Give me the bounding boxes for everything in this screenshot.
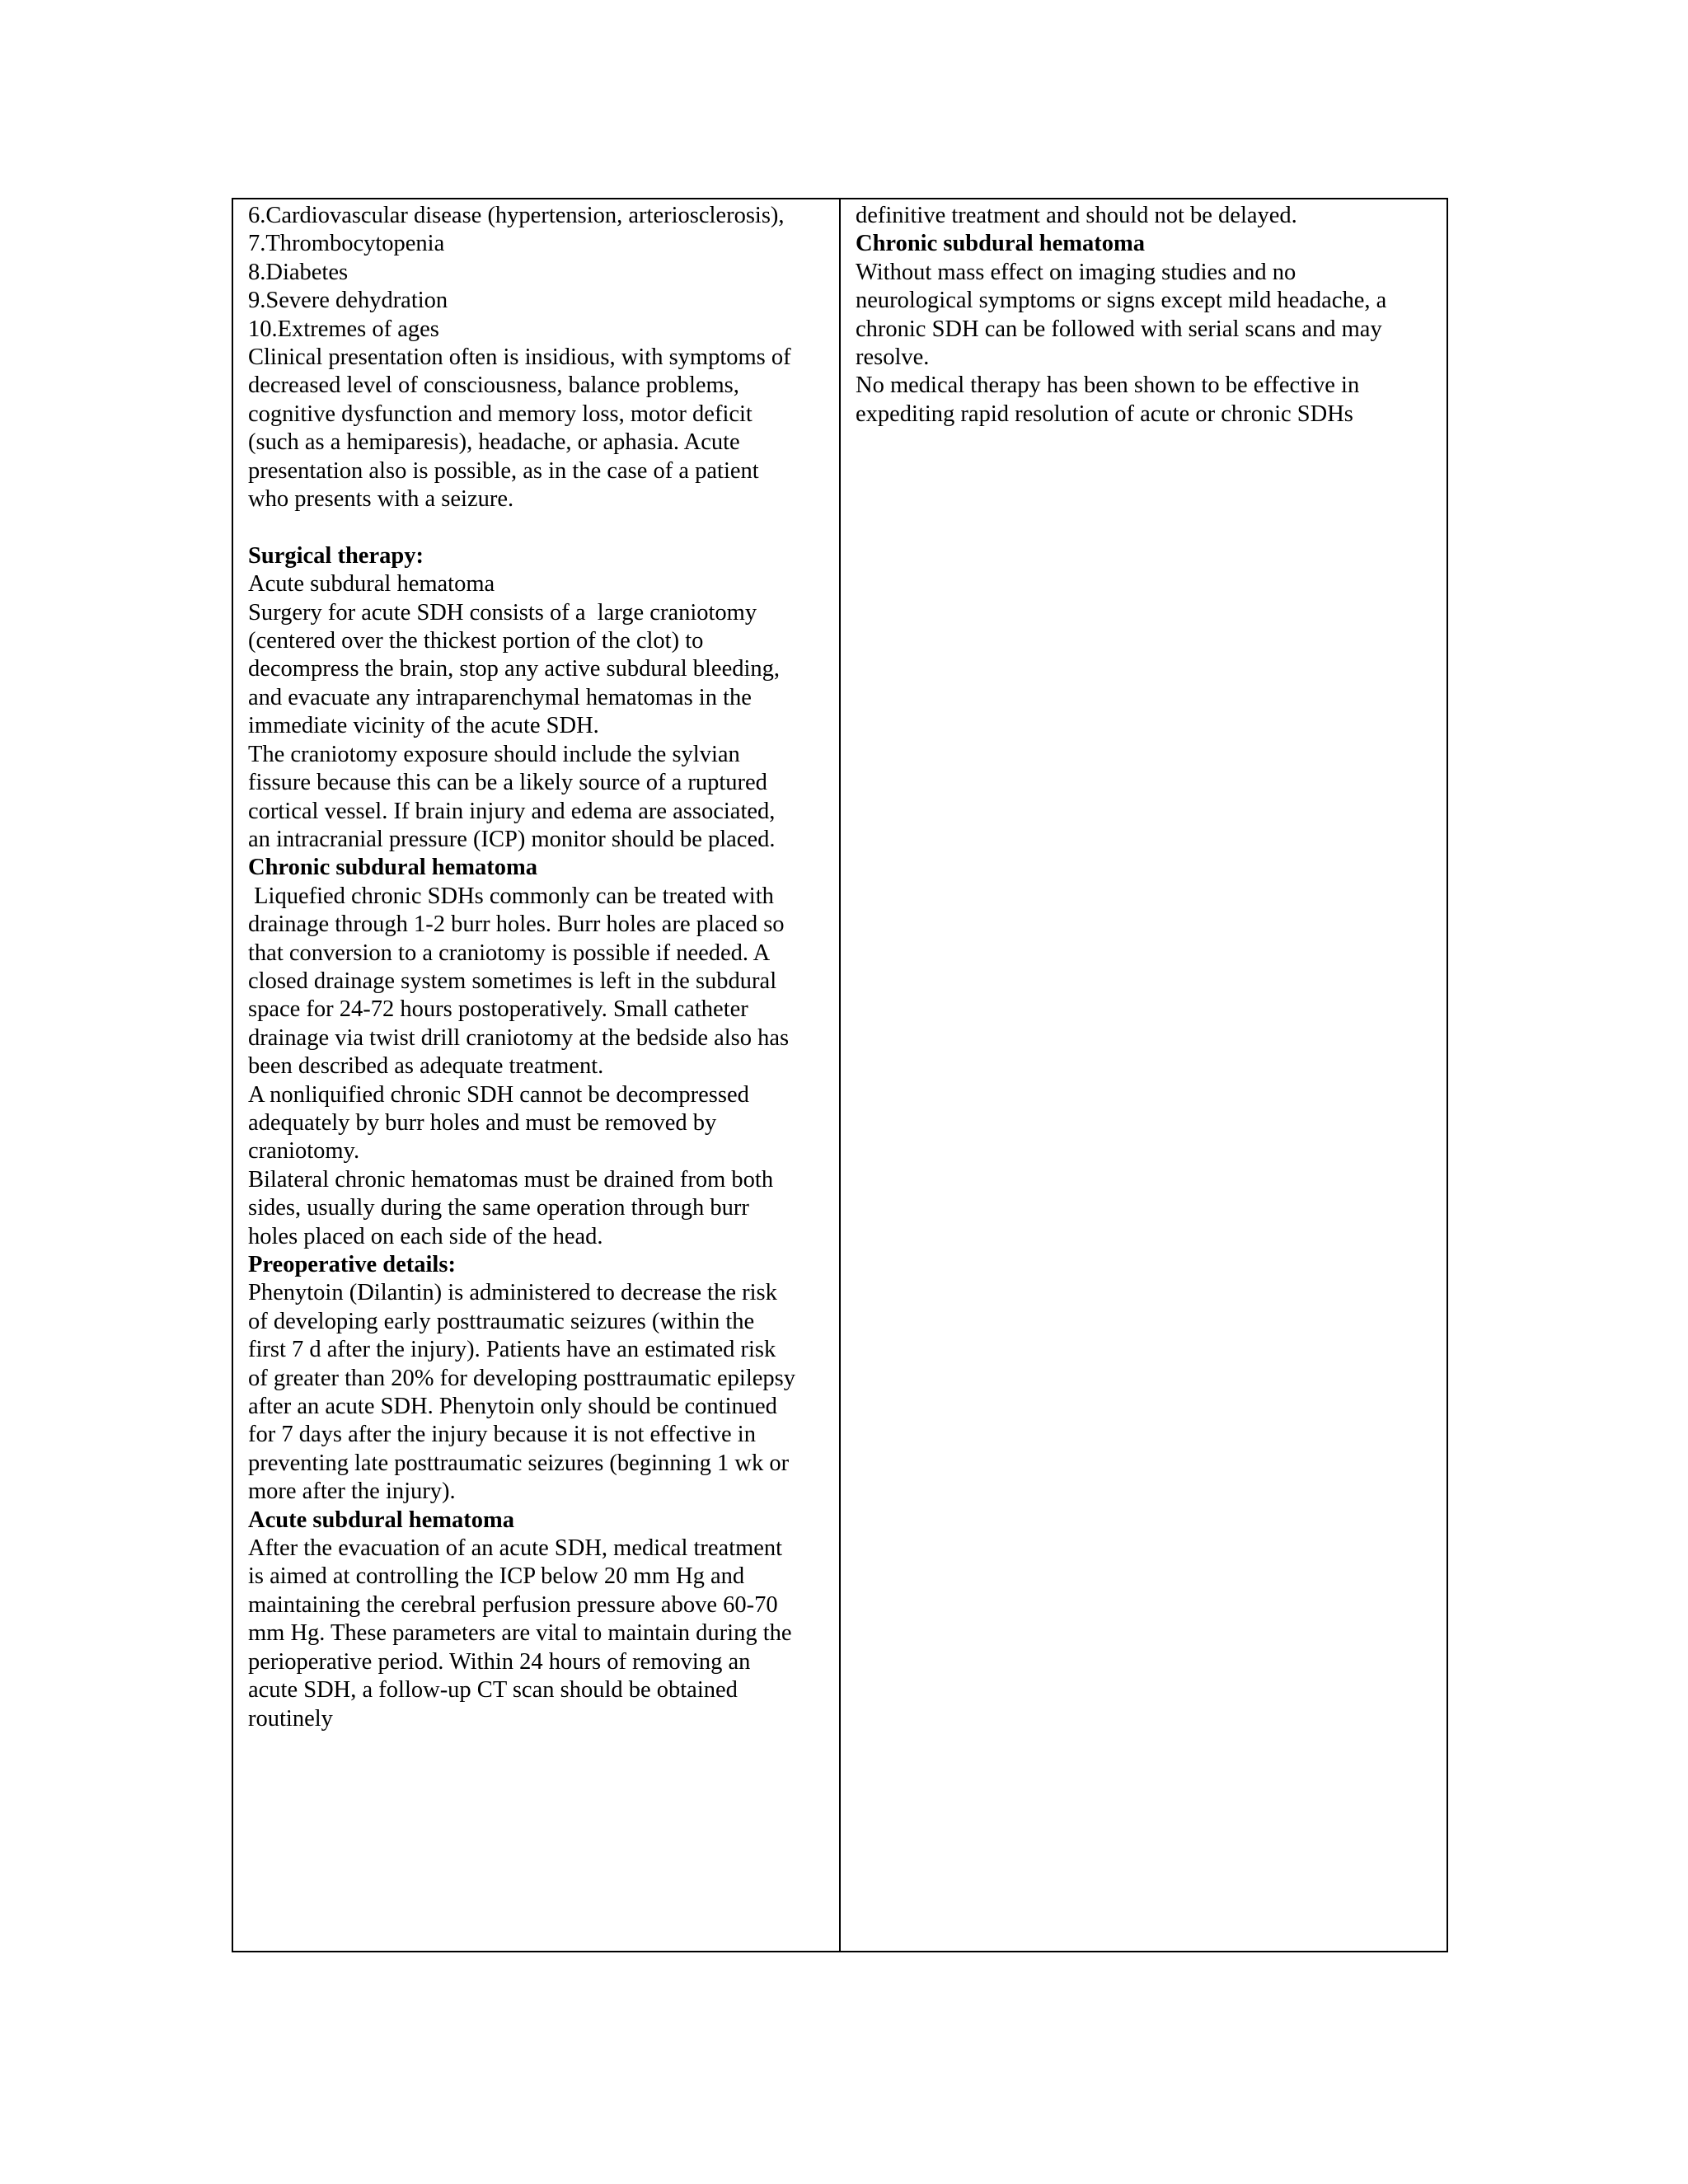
chronic-subdural-heading: Chronic subdural hematoma <box>248 855 538 881</box>
text-line: immediate vicinity of the acute SDH. <box>248 713 599 739</box>
list-item: 8.Diabetes <box>248 259 349 285</box>
text-line: of developing early posttraumatic seizures (within the <box>248 1308 755 1334</box>
acute-subdural-subheading: Acute subdural hematoma <box>248 571 495 598</box>
text-line: fissure because this can be a likely source of a ruptured <box>248 770 767 796</box>
text-line: an intracranial pressure (ICP) monitor should be placed. <box>248 826 776 852</box>
surgical-therapy-heading: Surgical therapy: <box>248 542 424 569</box>
text-line: Without mass effect on imaging studies and no <box>856 259 1296 285</box>
text-line: been described as adequate treatment. <box>248 1053 604 1080</box>
text-line: perioperative period. Within 24 hours of removing an <box>248 1648 751 1675</box>
text-line: adequately by burr holes and must be removed by <box>248 1109 717 1136</box>
acute-subdural-heading: Acute subdural hematoma <box>248 1507 515 1533</box>
document-table <box>232 198 1448 1952</box>
text-line: Phenytoin (Dilantin) is administered to decrease the risk <box>248 1280 777 1306</box>
text-line: decompress the brain, stop any active subdural bleeding, <box>248 656 781 682</box>
text-line: cognitive dysfunction and memory loss, motor deficit <box>248 401 753 427</box>
text-line: for 7 days after the injury because it is not effective in <box>248 1422 756 1448</box>
text-line: space for 24-72 hours postoperatively. Small catheter <box>248 996 748 1023</box>
text-line: drainage via twist drill craniotomy at the bedside also has <box>248 1024 790 1051</box>
text-line: cortical vessel. If brain injury and edema are associated, <box>248 798 776 824</box>
text-line: after an acute SDH. Phenytoin only should be continued <box>248 1394 777 1420</box>
chronic-observation-paragraph <box>856 259 1433 429</box>
text-line: preventing late posttraumatic seizures (beginning 1 wk or <box>248 1450 790 1476</box>
text-line: After the evacuation of an acute SDH, medical treatment <box>248 1535 783 1562</box>
list-item: 9.Severe dehydration <box>248 288 448 314</box>
text-line: (such as a hemiparesis), headache, or aphasia. Acute <box>248 429 740 456</box>
text-line: Liquefied chronic SDHs commonly can be treated with <box>248 883 774 909</box>
preoperative-paragraph <box>248 1279 826 1506</box>
text-line: The craniotomy exposure should include the sylvian <box>248 741 740 767</box>
text-line: maintaining the cerebral perfusion pressure above 60-70 <box>248 1591 778 1618</box>
acute-medical-paragraph <box>248 1535 826 1733</box>
text-line: decreased level of consciousness, balance problems, <box>248 373 739 399</box>
list-item: 6.Cardiovascular disease (hypertension, arteriosclerosis), <box>248 203 785 228</box>
text-line: Surgery for acute SDH consists of a large craniotomy <box>248 599 757 626</box>
text-line: acute SDH, a follow-up CT scan should be obtained <box>248 1677 738 1704</box>
text-line: neurological symptoms or signs except mild headache, a <box>856 288 1387 314</box>
preoperative-details-heading: Preoperative details: <box>248 1252 456 1278</box>
paragraph-spacer <box>248 513 826 541</box>
text-line: craniotomy. <box>248 1138 360 1165</box>
list-item: 10.Extremes of ages <box>248 316 439 342</box>
list-item: 7.Thrombocytopenia <box>248 231 445 257</box>
chronic-subdural-heading: Chronic subdural hematoma <box>856 231 1146 257</box>
text-line: routinely <box>248 1705 333 1732</box>
text-line: that conversion to a craniotomy is possible if needed. A <box>248 940 771 966</box>
text-line: holes placed on each side of the head. <box>248 1223 603 1249</box>
right-column <box>841 199 1447 1951</box>
text-line: chronic SDH can be followed with serial scans and may <box>856 316 1382 342</box>
acute-surgery-paragraph <box>248 599 826 855</box>
text-line: closed drainage system sometimes is left in the subdural <box>248 968 777 994</box>
text-line: mm Hg. These parameters are vital to maintain during the <box>248 1620 792 1647</box>
text-line: drainage through 1-2 burr holes. Burr holes are placed so <box>248 912 785 938</box>
text-line: more after the injury). <box>248 1479 456 1505</box>
text-line: and evacuate any intraparenchymal hematomas in the <box>248 684 752 710</box>
text-line: presentation also is possible, as in the case of a patient <box>248 457 759 484</box>
risk-factor-list <box>248 202 826 344</box>
chronic-surgery-paragraph <box>248 883 826 1251</box>
text-line: Clinical presentation often is insidious, with symptoms of <box>248 344 791 371</box>
text-line: (centered over the thickest portion of the clot) to <box>248 628 704 654</box>
text-line: definitive treatment and should not be delayed. <box>856 203 1297 228</box>
clinical-presentation-paragraph <box>248 344 826 513</box>
text-line: No medical therapy has been shown to be effective in <box>856 373 1360 399</box>
text-line: who presents with a seizure. <box>248 486 514 513</box>
text-line: resolve. <box>856 344 930 371</box>
text-line: A nonliquified chronic SDH cannot be decompressed <box>248 1081 749 1108</box>
text-line: first 7 d after the injury). Patients have an estimated risk <box>248 1337 776 1363</box>
text-line: sides, usually during the same operation through burr <box>248 1195 749 1221</box>
text-line: expediting rapid resolution of acute or chronic SDHs <box>856 401 1353 427</box>
left-column <box>233 199 841 1951</box>
text-line: is aimed at controlling the ICP below 20 mm Hg and <box>248 1563 745 1590</box>
text-line: of greater than 20% for developing posttraumatic epilepsy <box>248 1365 795 1391</box>
text-line: Bilateral chronic hematomas must be drained from both <box>248 1166 774 1193</box>
